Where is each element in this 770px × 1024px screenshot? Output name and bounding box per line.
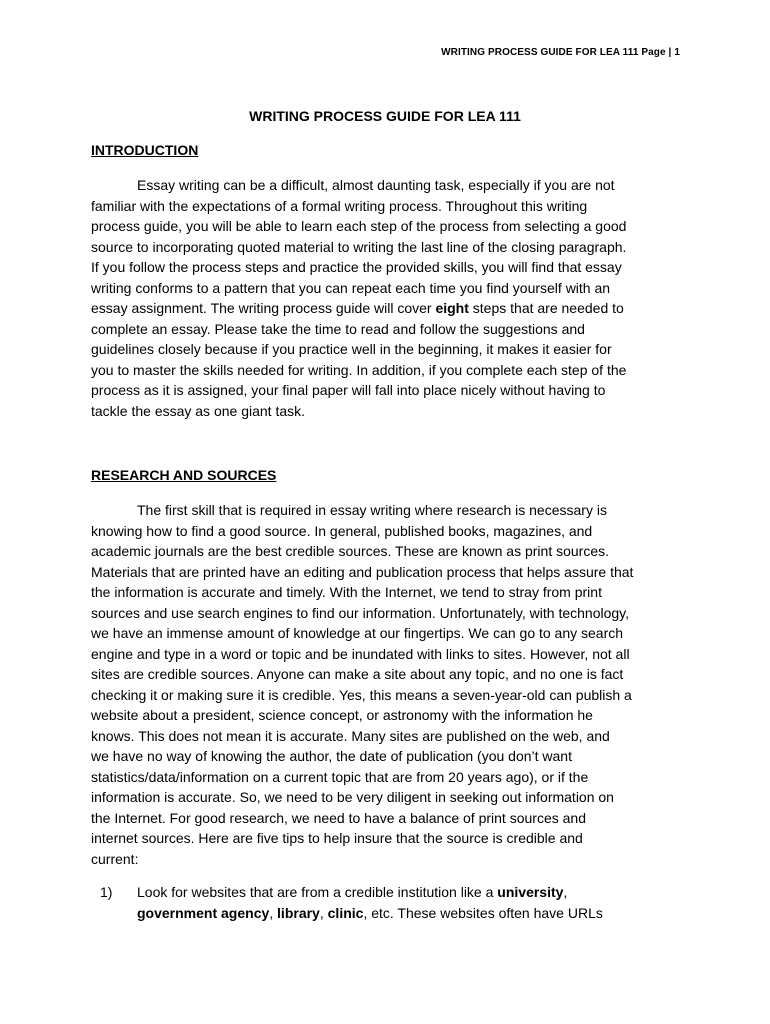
list-item [91,882,691,924]
paragraph-line: source to incorporating quoted material to writing the last line of the closing paragraph. [91,238,627,255]
list-item-line [91,882,691,903]
paragraph-line: Essay writing can be a difficult, almost daunting task, especially if you are not [137,177,615,193]
text-run: essay assignment. The writing process guide will cover [91,300,436,316]
text-run: Look for websites that are from a credible institution like a [137,884,498,900]
paragraph-line: Materials that are printed have an editing and publication process that helps assure that [91,563,634,580]
paragraph-line: the Internet. For good research, we need to have a balance of print sources and [91,809,586,826]
introduction-paragraph [91,175,681,421]
list-item-line [91,903,691,924]
text-run: , [269,905,278,921]
bold-term: eight [435,300,469,316]
paragraph-line: we have an immense amount of knowledge at our fingertips. We can go to any search [91,625,624,641]
paragraph-line: guidelines closely because if you practice well in the beginning, it makes it easier for [91,341,612,357]
bold-term: library [277,905,320,921]
paragraph-line: If you follow the process steps and practice the provided skills, you will find that essay [91,259,622,275]
paragraph-line: complete an essay. Please take the time to read and follow the suggestions and [91,320,585,337]
paragraph-line: internet sources. Here are five tips to help insure that the source is credible and [91,830,583,846]
paragraph-line: knows. This does not mean it is accurate. Many sites are published on the web, and [91,727,610,744]
introduction-heading: INTRODUCTION [91,142,199,158]
paragraph-line: checking it or making sure it is credible. Yes, this means a seven-year-old can publish a [91,686,632,703]
paragraph-line [91,298,681,319]
paragraph-line: knowing how to find a good source. In general, published books, magazines, and [91,522,593,539]
paragraph-line: process guide, you will be able to learn each step of the process from selecting a good [91,218,627,234]
paragraph-line: The first skill that is required in essay writing where research is necessary is [137,502,607,518]
bold-term: government agency [137,905,270,921]
list-item-number: 1) [100,884,113,900]
text-run: , [319,905,328,921]
tips-list [91,882,691,924]
paragraph-line: statistics/data/information on a current topic that are from 20 years ago), or if the [91,768,589,785]
paragraph-line: process as it is assigned, your final paper will fall into place nicely without having to [91,382,606,398]
paragraph-line: the information is accurate and timely. With the Internet, we tend to stray from print [91,584,602,600]
paragraph-line: information is accurate. So, we need to be very diligent in seeking out information on [91,789,614,805]
running-header: WRITING PROCESS GUIDE FOR LEA 111 Page | 1 [441,47,680,58]
paragraph-line: writing conforms to a pattern that you can repeat each time you find yourself with an [91,279,611,296]
paragraph-line: sources and use search engines to find our information. Unfortunately, with technology, [91,604,630,621]
document-title: WRITING PROCESS GUIDE FOR LEA 111 [249,108,521,124]
paragraph-line: current: [91,850,139,867]
bold-term: clinic [327,905,364,921]
text-run: steps that are needed to [468,300,624,316]
paragraph-line: we have no way of knowing the author, the date of publication (you don’t want [91,748,572,764]
text-run: , [563,884,568,900]
paragraph-line: engine and type in a word or topic and be inundated with links to sites. However, not all [91,645,630,662]
paragraph-line: academic journals are the best credible sources. These are known as print sources. [91,543,610,559]
paragraph-line: familiar with the expectations of a formal writing process. Throughout this writing [91,197,588,214]
paragraph-line: tackle the essay as one giant task. [91,402,306,419]
research-heading: RESEARCH AND SOURCES [91,467,277,483]
text-run: , etc. These websites often have URLs [363,905,603,921]
paragraph-line: sites are credible sources. Anyone can make a site about any topic, and no one is fact [91,666,624,682]
research-paragraph [91,500,681,869]
paragraph-line: website about a president, science concept, or astronomy with the information he [91,707,593,723]
paragraph-line: you to master the skills needed for writing. In addition, if you complete each step of the [91,361,627,378]
bold-term: university [497,884,564,900]
